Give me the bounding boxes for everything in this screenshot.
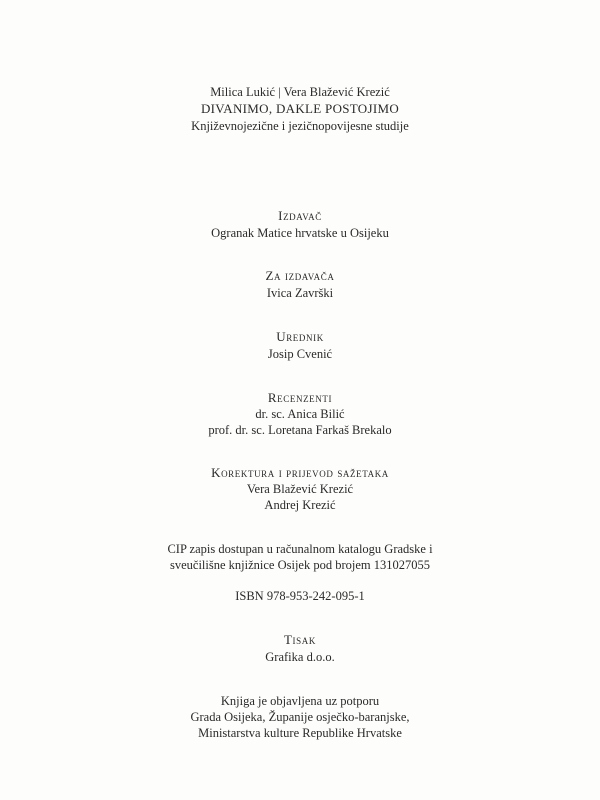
book-title: DIVANIMO, DAKLE POSTOJIMO <box>200 101 400 116</box>
isbn: ISBN 978-953-242-095-1 <box>235 589 365 603</box>
editor-heading: Urednik <box>276 329 324 344</box>
reviewer-name: dr. sc. Anica Bilić <box>255 407 345 421</box>
support-line: Knjiga je objavljena uz potporu <box>220 694 380 708</box>
cip-line: CIP zapis dostupan u računalnom katalogu Gradske i <box>167 542 433 556</box>
proofreader-name: Vera Blažević Krezić <box>246 482 354 496</box>
for-publisher-heading: Za izdavača <box>265 268 335 283</box>
book-subtitle: Književnojezične i jezičnopovijesne studije <box>191 119 409 133</box>
reviewers-heading: Recenzenti <box>267 390 333 405</box>
publisher-heading: Izdavač <box>278 208 322 223</box>
support-line: Grada Osijeka, Županije osječko-baranjske, <box>190 710 410 724</box>
support-line: Ministarstva kulture Republike Hrvatske <box>198 726 402 740</box>
publisher-value: Ogranak Matice hrvatske u Osijeku <box>211 226 389 240</box>
for-publisher-value: Ivica Završki <box>266 286 334 300</box>
editor-value: Josip Cvenić <box>267 347 333 361</box>
print-value: Grafika d.o.o. <box>265 650 335 664</box>
proofreading-heading: Korektura i prijevod sažetaka <box>211 465 389 480</box>
cip-line: sveučilišne knjižnice Osijek pod brojem 131027055 <box>169 558 431 572</box>
authors: Milica Lukić | Vera Blažević Krezić <box>210 85 390 99</box>
reviewer-name: prof. dr. sc. Loretana Farkaš Brekalo <box>208 423 392 437</box>
print-heading: Tisak <box>284 632 316 647</box>
proofreader-name: Andrej Krezić <box>264 498 336 512</box>
